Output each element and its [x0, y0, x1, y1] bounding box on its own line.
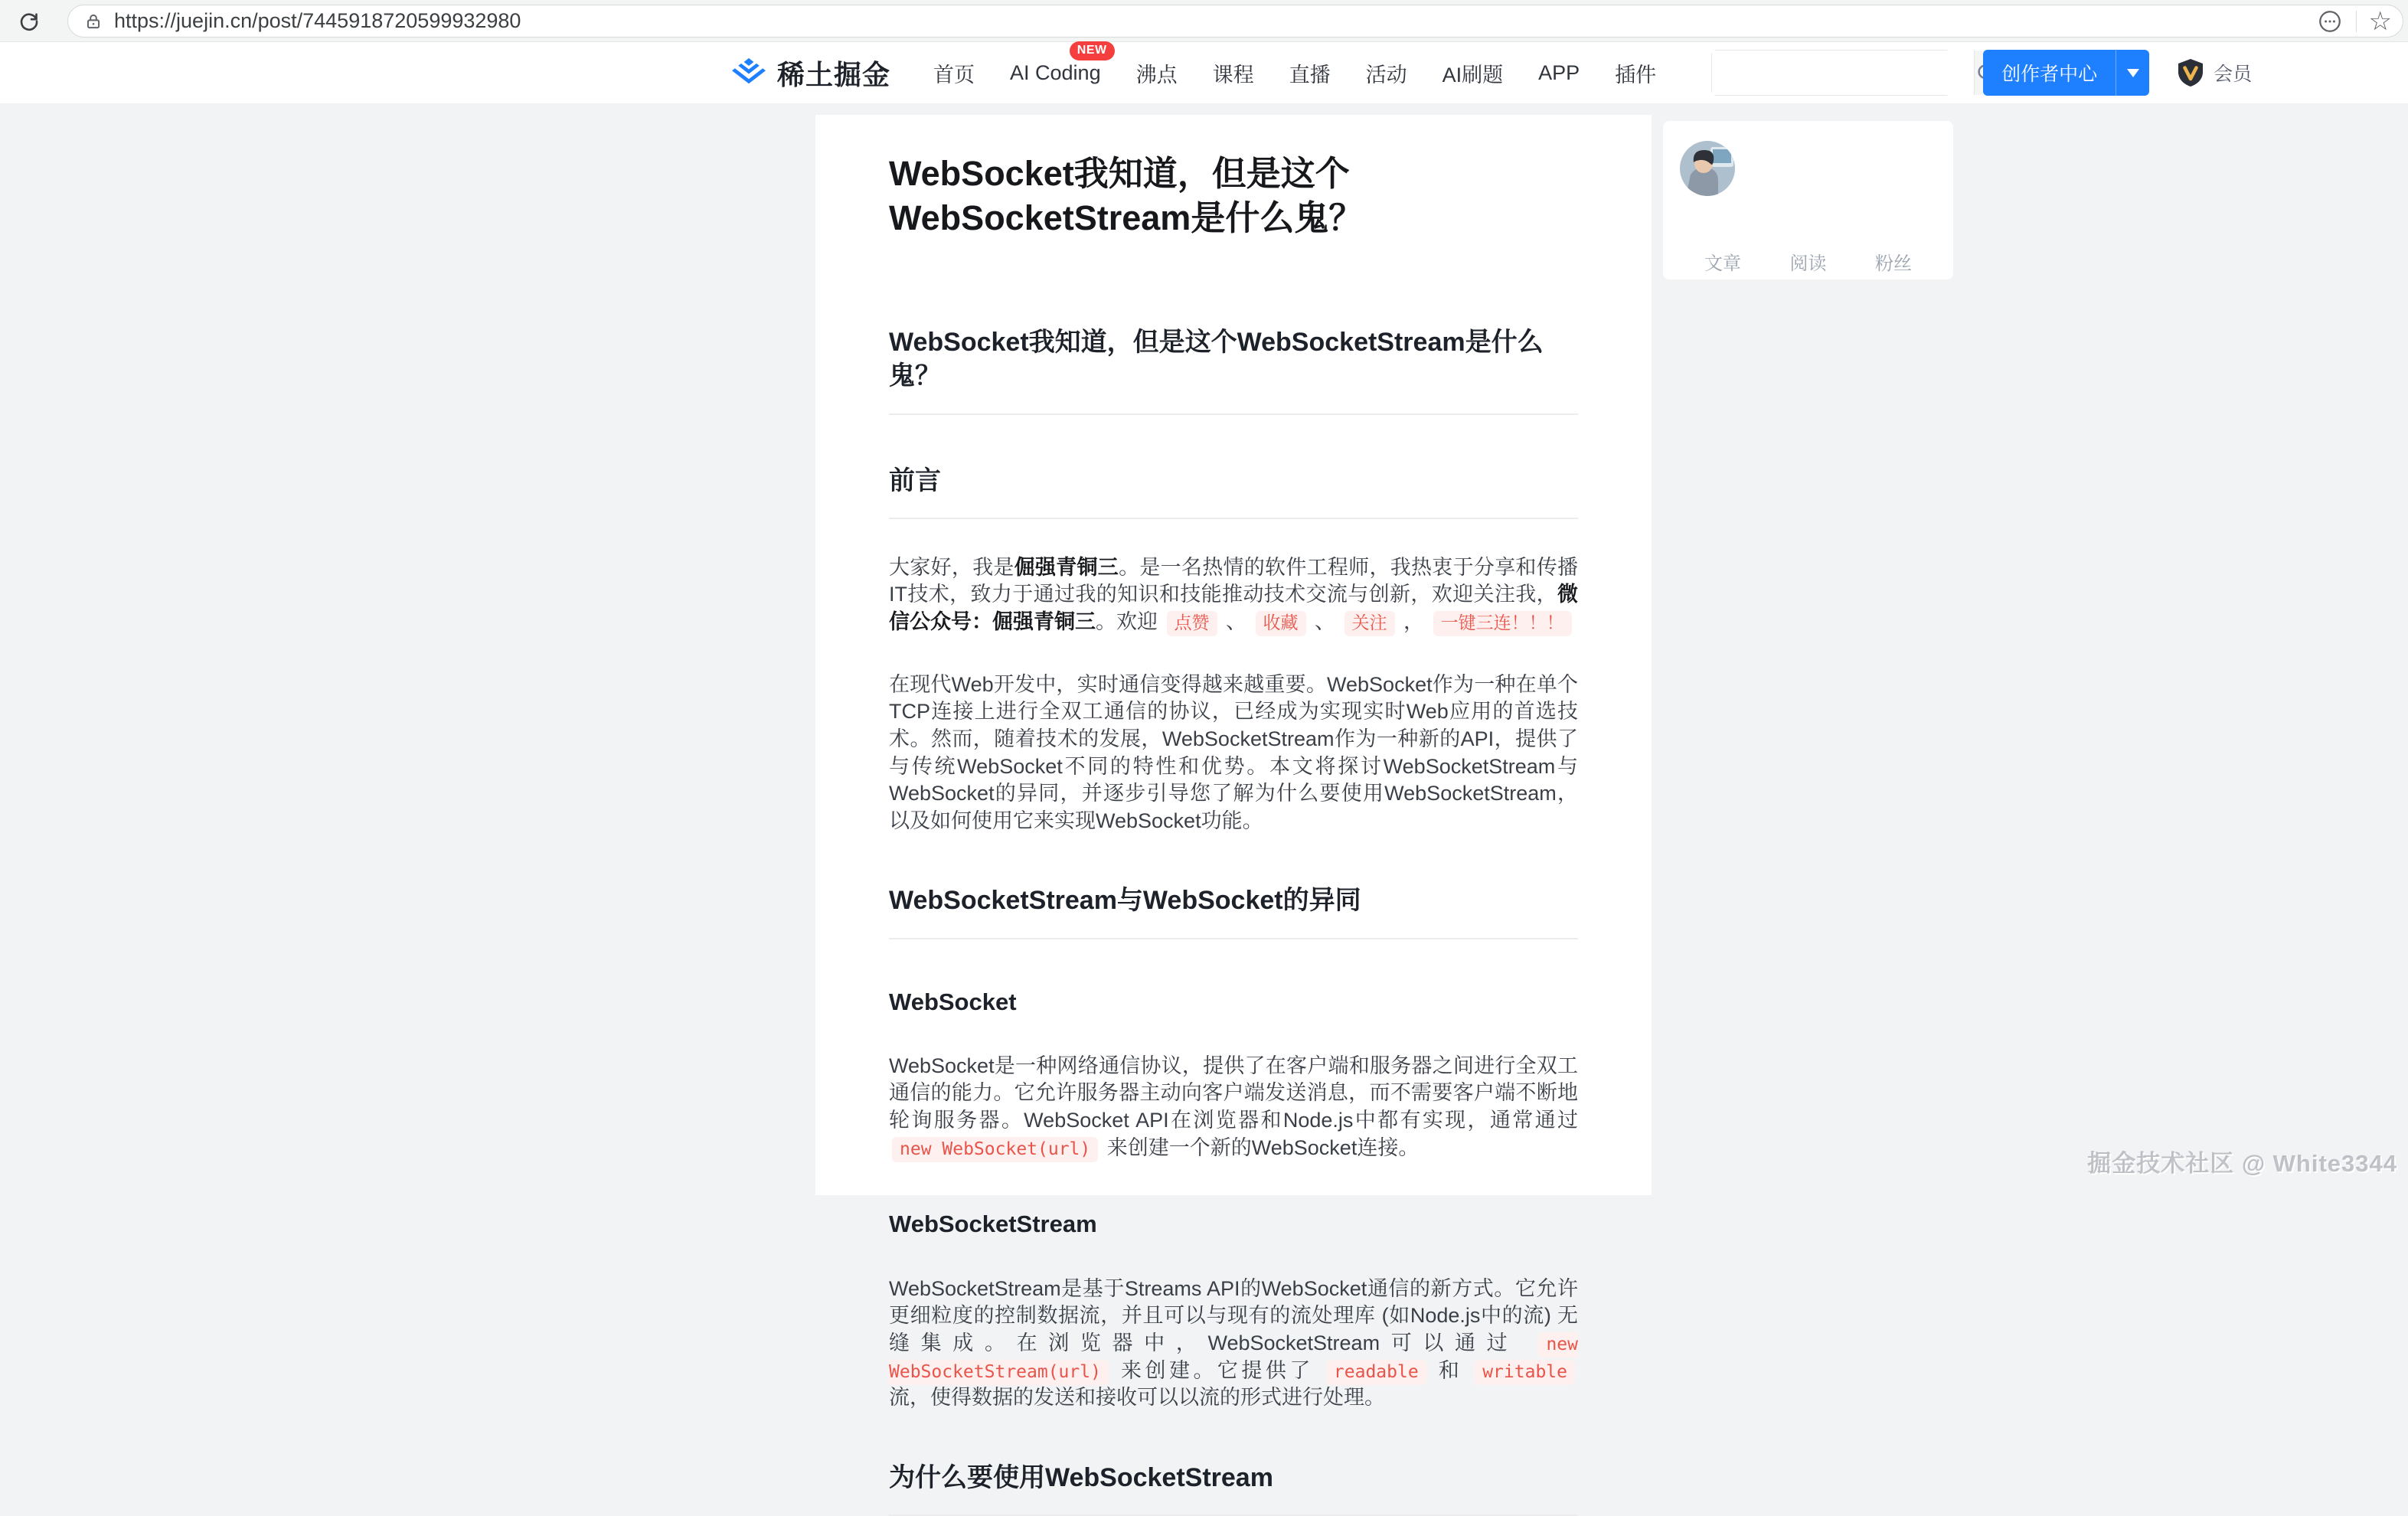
creator-center-dropdown[interactable]	[2116, 50, 2149, 96]
text-run: ，	[1397, 610, 1430, 633]
url-input[interactable]	[114, 9, 2316, 33]
address-bar[interactable]	[67, 5, 2403, 38]
text-run: WebSocketStream是基于Streams API的WebSocket通信的新方式。它允许更细粒度的控制数据流，并且可以与现有的流处理库 (如Node.js中的流) 无缝集成。在浏览器中，WebSocketStream可以通过	[889, 1276, 1578, 1354]
inline-code: new WebSocket(url)	[892, 1137, 1098, 1162]
article-h2: 前言	[889, 464, 1578, 519]
inline-code: 一键三连！！！	[1433, 611, 1572, 636]
bold-text: 微信公众号：倔强青铜三	[889, 583, 1578, 633]
article-body	[889, 152, 1578, 1516]
inline-code: 点赞	[1167, 611, 1217, 636]
stat-articles-label: 文章	[1704, 253, 1741, 274]
site-header	[0, 42, 2408, 103]
address-bar-actions	[2316, 8, 2392, 35]
chevron-down-icon	[2127, 69, 2139, 77]
article-h2: 为什么要使用WebSocketStream	[889, 1461, 1578, 1516]
text-run: 。欢迎	[1096, 610, 1164, 633]
article-p	[889, 554, 1578, 636]
inline-code: readable	[1326, 1360, 1426, 1385]
text-run: 和	[1429, 1358, 1472, 1382]
article-p	[889, 1053, 1578, 1162]
site-header-inner	[731, 43, 2253, 96]
member-label: 会员	[2214, 64, 2253, 85]
stat-followers-value	[1854, 224, 1933, 247]
bookmark-star-icon[interactable]: ☆	[2368, 6, 2392, 36]
search-box	[1711, 50, 1951, 96]
inline-code: writable	[1475, 1360, 1575, 1385]
article-title: WebSocket我知道，但是这个WebSocketStream是什么鬼？	[889, 154, 1364, 237]
juejin-logo[interactable]	[731, 54, 890, 93]
inline-code: 收藏	[1256, 611, 1306, 636]
text-run: 来创建一个新的WebSocket连接。	[1101, 1135, 1420, 1159]
juejin-logo-icon	[731, 57, 766, 89]
juejin-logo-text: 稀土掘金	[777, 58, 891, 90]
article-h3: WebSocket	[889, 988, 1017, 1015]
nav-item-courses[interactable]: 课程	[1212, 63, 1254, 87]
nav-item-ai-quiz[interactable]: AI刷题	[1442, 63, 1504, 87]
stat-reads-label: 阅读	[1789, 253, 1827, 274]
article-h3: WebSocketStream	[889, 1211, 1097, 1238]
inline-code: new WebSocketStream(url)	[889, 1332, 1578, 1385]
text-run: 在现代Web开发中，实时通信变得越来越重要。WebSocket作为一种在单个TCP连接上进行全双工通信的协议，已经成为实现实时Web应用的首选技术。然而，随着技术的发展，WebSocketStream作为一种新的API，提供了与传统WebSocket不同的特性和优势。本文将探讨WebSocketStream与WebSocket的异同，并逐步引导您了解为什么要使用WebSocketStream，以及如何使用它来实现WebSocket功能。	[889, 672, 1578, 832]
author-card	[1663, 121, 1953, 279]
page-content	[0, 103, 2408, 1492]
search-input[interactable]	[1712, 51, 1974, 95]
bold-text: 倔强青铜三	[1014, 555, 1119, 579]
article-h2: WebSocketStream与WebSocket的异同	[889, 884, 1578, 939]
stat-reads[interactable]	[1769, 224, 1848, 275]
creator-center-button[interactable]	[1983, 50, 2149, 96]
lock-icon	[83, 11, 103, 31]
text-run: 、	[1220, 610, 1253, 633]
nav-item-ai-coding[interactable]	[1010, 43, 1107, 85]
stat-reads-value	[1769, 224, 1848, 247]
stat-articles[interactable]	[1683, 224, 1763, 275]
nav-item-ai-coding-label: AI Coding	[1010, 60, 1101, 84]
text-run: 流，使得数据的发送和接收可以以流的形式进行处理。	[889, 1386, 1385, 1410]
text-run: 来创建。它提供了	[1111, 1358, 1323, 1382]
new-badge: NEW	[1070, 41, 1115, 60]
creator-center-label: 创作者中心	[2001, 64, 2098, 85]
nav-item-app[interactable]: APP	[1538, 60, 1580, 84]
nav-item-events[interactable]: 活动	[1365, 63, 1407, 87]
text-run: WebSocket是一种网络通信协议，提供了在客户端和服务器之间进行全双工通信的能力。它允许服务器主动向客户端发送消息，而不需要客户端不断地轮询服务器。WebSocket API在浏览器和Node.js中都有实现，通常通过	[889, 1054, 1578, 1132]
main-menu	[933, 43, 1657, 88]
stat-followers[interactable]	[1854, 224, 1933, 275]
article-p	[889, 1276, 1578, 1412]
text-run: 、	[1309, 610, 1341, 633]
nav-item-pins[interactable]: 沸点	[1135, 63, 1178, 87]
author-stats	[1663, 224, 1953, 275]
article-card	[815, 115, 1652, 1492]
text-run: 。是一名热情的软件工程师，我热衷于分享和传播IT技术，致力于通过我的知识和技能推动技术交流与创新，欢迎关注我，	[889, 555, 1578, 606]
member-entry[interactable]	[2175, 57, 2252, 88]
author-avatar[interactable]	[1680, 141, 1735, 196]
reload-button[interactable]	[14, 6, 44, 37]
browser-toolbar	[0, 0, 2408, 42]
inline-code: 关注	[1344, 611, 1395, 636]
toolbar-divider	[2356, 11, 2357, 32]
watermark: 掘金技术社区 @ White3344	[2087, 1150, 2397, 1177]
article-h2: WebSocket我知道，但是这个WebSocketStream是什么鬼？	[889, 325, 1578, 414]
member-badge-icon	[2175, 57, 2206, 88]
text-run: 大家好，我是	[889, 555, 1014, 579]
stat-articles-value	[1683, 224, 1763, 247]
nav-item-live[interactable]: 直播	[1289, 63, 1331, 87]
nav-item-home[interactable]: 首页	[933, 63, 975, 87]
more-options-icon[interactable]	[2316, 8, 2344, 35]
stat-followers-label: 粉丝	[1875, 253, 1912, 274]
nav-item-plugin[interactable]: 插件	[1615, 63, 1657, 87]
article-p	[889, 671, 1578, 835]
reload-icon	[18, 10, 41, 33]
